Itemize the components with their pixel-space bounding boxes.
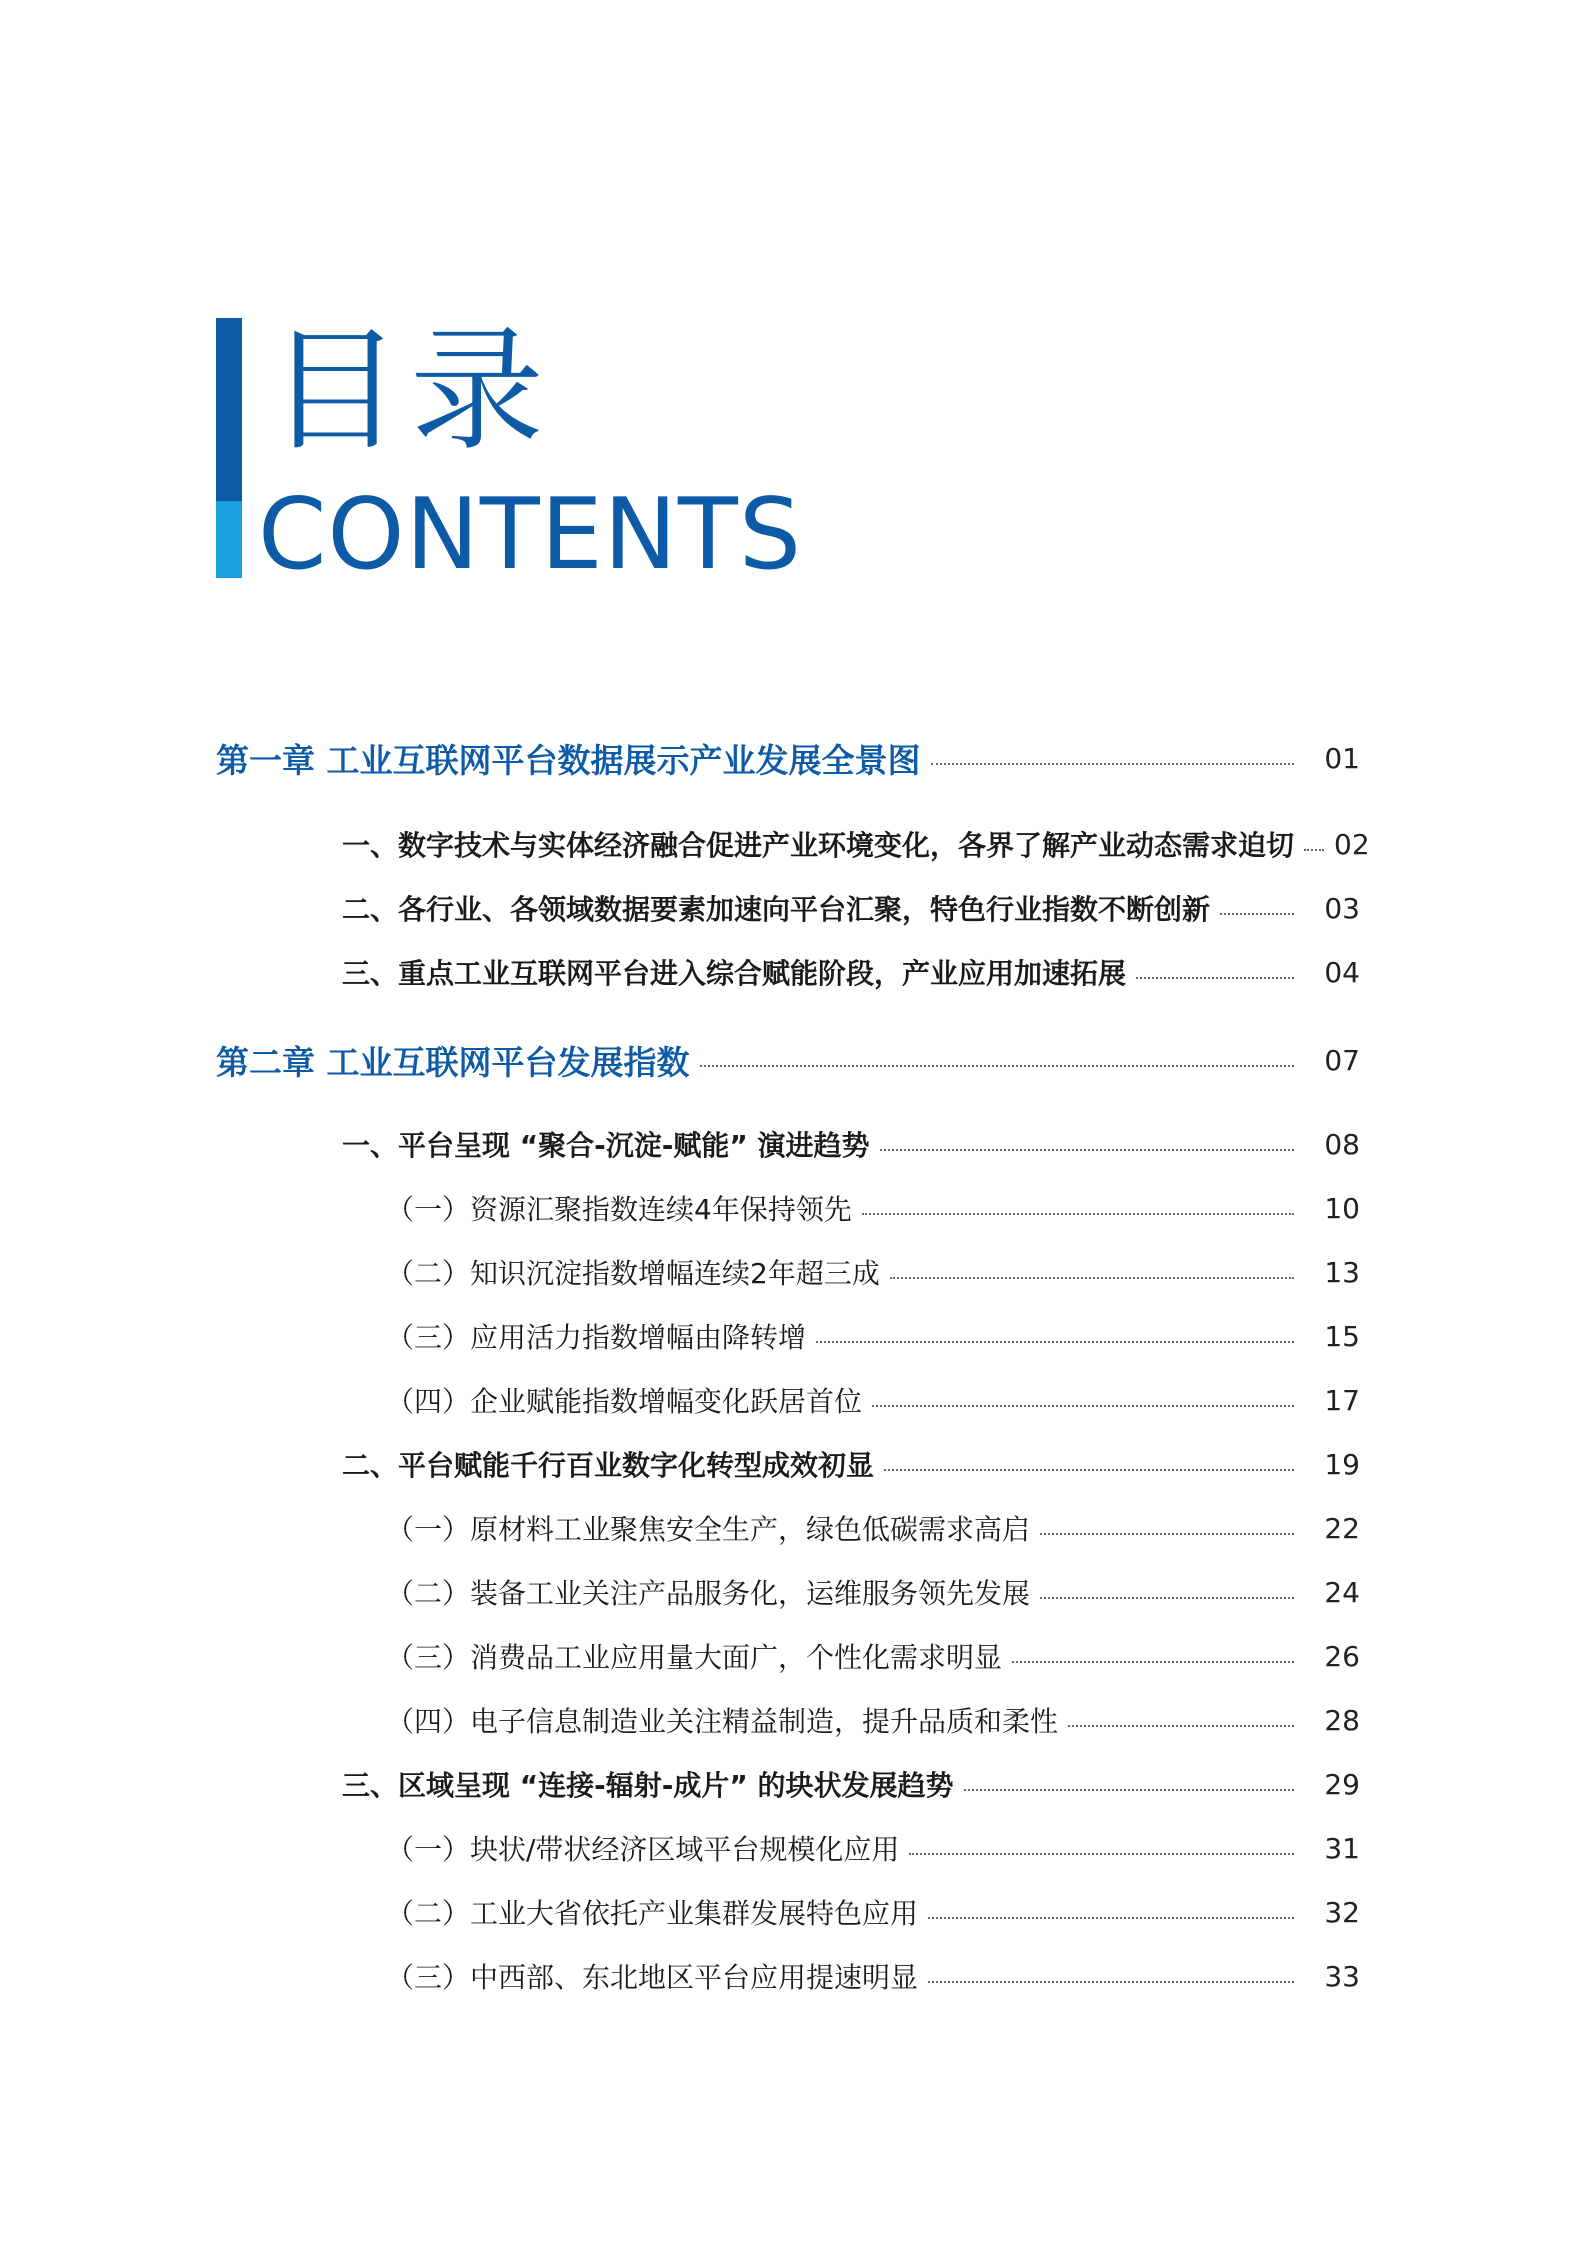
toc-entry[interactable] [386,1634,1360,1678]
accent-bar-dark [216,318,242,501]
toc-entry-title: （四）电子信息制造业关注精益制造，提升品质和柔性 [386,1705,1059,1738]
toc-page-number: 10 [1324,1191,1360,1225]
page-title-en: CONTENTS [258,478,803,592]
toc-page-number: 33 [1324,1959,1360,1993]
toc-page-number: 13 [1324,1255,1360,1289]
toc-entry[interactable] [386,1698,1360,1742]
toc-leader-dots [700,1065,1295,1067]
toc-entry[interactable] [342,1762,1360,1806]
toc-page-number: 22 [1324,1511,1360,1545]
toc-entry[interactable] [386,1186,1360,1230]
toc-entry-title: （二）知识沉淀指数增幅连续2年超三成 [386,1257,880,1290]
toc-entry[interactable] [216,1038,1360,1082]
toc-leader-dots [884,1469,1294,1471]
toc-leader-dots [931,763,1295,765]
toc-entry[interactable] [342,822,1370,866]
toc-leader-dots [1012,1661,1294,1663]
toc-entry-title: 三、区域呈现 “连接-辐射-成片” 的块状发展趋势 [342,1769,954,1802]
toc-entry-title: （一）块状/带状经济区域平台规模化应用 [386,1833,900,1866]
toc-page-number: 26 [1324,1639,1360,1673]
toc-entry[interactable] [342,886,1360,930]
toc-entry-title: 第二章 工业互联网平台发展指数 [216,1042,690,1082]
toc-leader-dots [872,1405,1294,1407]
toc-leader-dots [928,1917,1294,1919]
toc-entry[interactable] [216,736,1360,780]
toc-page-number: 17 [1324,1383,1360,1417]
toc-entry-title: （三）消费品工业应用量大面广，个性化需求明显 [386,1641,1003,1674]
accent-bar-light [216,501,242,578]
toc-page-number: 28 [1324,1703,1360,1737]
toc-entry-title: 一、数字技术与实体经济融合促进产业环境变化，各界了解产业动态需求迫切 [342,829,1295,862]
toc-entry-title: （三）中西部、东北地区平台应用提速明显 [386,1961,919,1994]
toc-entry-title: （二）工业大省依托产业集群发展特色应用 [386,1897,919,1930]
toc-entry[interactable] [342,1122,1360,1166]
page-title-cn: 目录 [268,313,553,469]
toc-entry-title: 二、各行业、各领域数据要素加速向平台汇聚，特色行业指数不断创新 [342,893,1211,926]
toc-page-number: 29 [1324,1767,1360,1801]
toc-entry-title: 二、平台赋能千行百业数字化转型成效初显 [342,1449,875,1482]
toc-entry-title: （四）企业赋能指数增幅变化跃居首位 [386,1385,863,1418]
toc-leader-dots [1304,849,1324,851]
toc-page-number: 31 [1324,1831,1360,1865]
toc-entry[interactable] [386,1250,1360,1294]
toc-leader-dots [1136,977,1294,979]
toc-entry-title: 一、平台呈现 “聚合-沉淀-赋能” 演进趋势 [342,1129,870,1162]
toc-leader-dots [816,1341,1294,1343]
toc-entry[interactable] [386,1890,1360,1934]
toc-leader-dots [1040,1597,1294,1599]
toc-leader-dots [862,1213,1294,1215]
toc-leader-dots [1220,913,1294,915]
toc-page-number: 08 [1324,1127,1360,1161]
toc-leader-dots [1068,1725,1294,1727]
toc-page-number: 24 [1324,1575,1360,1609]
toc-entry-title: （二）装备工业关注产品服务化，运维服务领先发展 [386,1577,1031,1610]
toc-entry-title: （三）应用活力指数增幅由降转增 [386,1321,807,1354]
toc-entry-title: 第一章 工业互联网平台数据展示产业发展全景图 [216,740,921,780]
toc-page-number: 02 [1334,827,1370,861]
toc-page-number: 07 [1324,1043,1360,1077]
toc-entry-title: 三、重点工业互联网平台进入综合赋能阶段，产业应用加速拓展 [342,957,1127,990]
toc-leader-dots [880,1149,1294,1151]
toc-entry[interactable] [386,1570,1360,1614]
toc-entry[interactable] [386,1506,1360,1550]
toc-leader-dots [1040,1533,1294,1535]
toc-leader-dots [890,1277,1294,1279]
toc-page-number: 15 [1324,1319,1360,1353]
toc-page-number: 03 [1324,891,1360,925]
toc-entry[interactable] [386,1826,1360,1870]
toc-entry-title: （一）资源汇聚指数连续4年保持领先 [386,1193,852,1226]
toc-leader-dots [909,1853,1294,1855]
toc-page-number: 01 [1324,741,1360,775]
toc-page-number: 19 [1324,1447,1360,1481]
toc-entry-title: （一）原材料工业聚焦安全生产，绿色低碳需求高启 [386,1513,1031,1546]
toc-leader-dots [928,1981,1294,1983]
toc-entry[interactable] [386,1954,1360,1998]
toc-page-number: 04 [1324,955,1360,989]
toc-entry[interactable] [342,950,1360,994]
toc-entry[interactable] [386,1314,1360,1358]
toc-entry[interactable] [386,1378,1360,1422]
toc-page-number: 32 [1324,1895,1360,1929]
toc-leader-dots [964,1789,1294,1791]
toc-entry[interactable] [342,1442,1360,1486]
